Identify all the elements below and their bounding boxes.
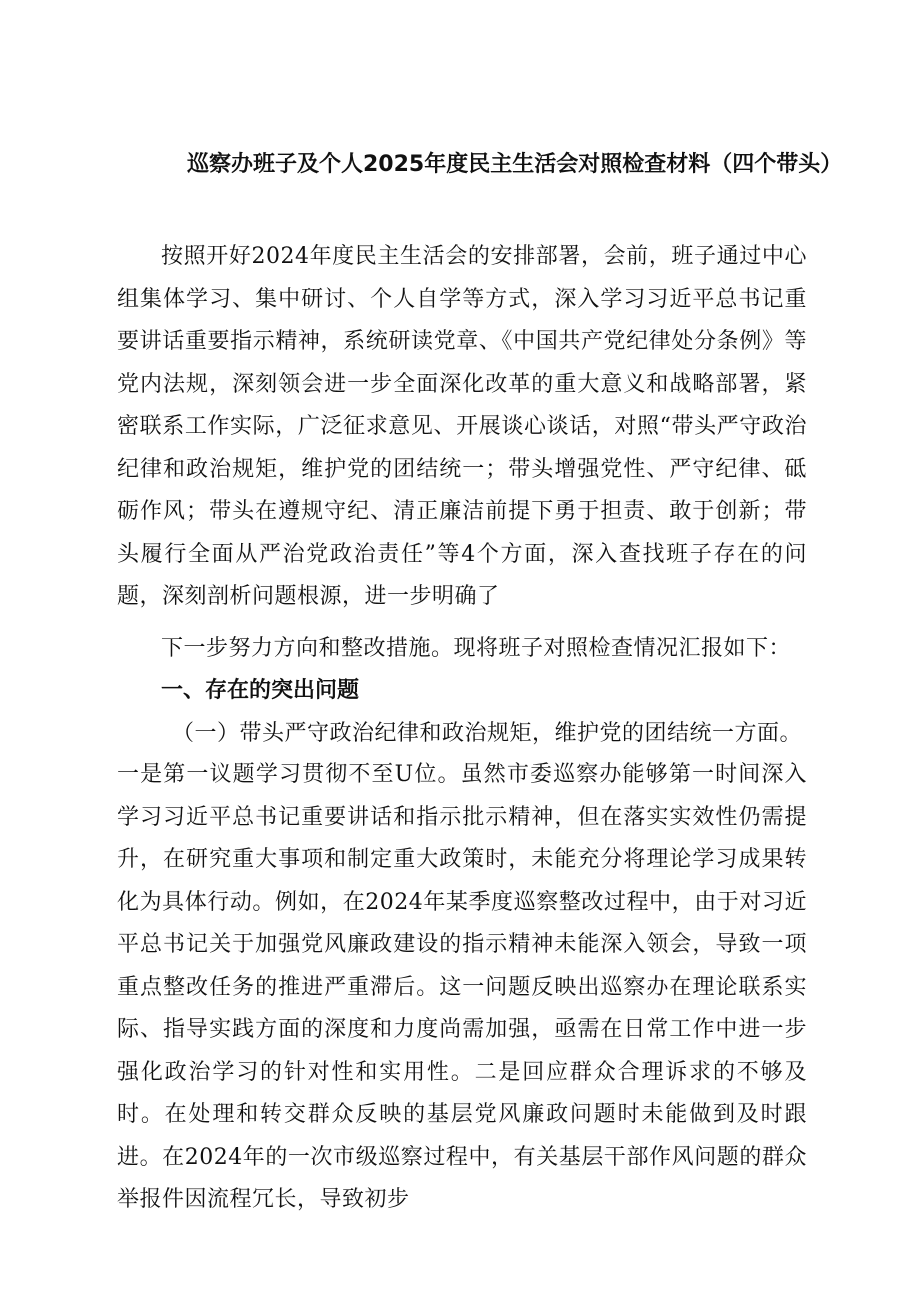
section-heading: 一、存在的突出问题 xyxy=(161,678,360,703)
document-title: 巡察办班子及个人2025年度民主生活会对照检查材料（四个带头） xyxy=(187,152,843,177)
intro-continuation: 下一步努力方向和整改措施。现将班子对照检查情况汇报如下： xyxy=(161,636,792,661)
intro-paragraph: 按照开好2024年度民主生活会的安排部署，会前，班子通过中心组集体学习、集中研讨、个人自学等方式，深入学习习近平总书记重要讲话重要指示精神，系统研读党章、《中国共产党纪律处分条例》等党内法规，深刻领会进一步全面深化改革的重大意义和战略部署，紧密联系工作实际，广泛征求意见、开展谈心谈话，对照“带头严守政治纪律和政治规矩，维护党的团结统一；带头增强党性、严守纪律、砥砺作风；带头在遵规守纪、清正廉洁前提下勇于担责、敢于创新；带头履行全面从严治党政治责任”等4个方面，深入查找班子存在的问题，深刻剖析问题根源，进一步明确了 xyxy=(117,244,807,609)
subsection-heading: （一）带头严守政治纪律和政治规矩，维护党的团结统一方面。 xyxy=(172,721,803,746)
body-paragraph: 一是第一议题学习贯彻不至U位。虽然市委巡察办能够第一时间深入学习习近平总书记重要讲话和指示批示精神，但在落实实效性仍需提升，在研究重大事项和制定重大政策时，未能充分将理论学习成果转化为具体行动。例如，在2024年某季度巡察整改过程中，由于对习近平总书记关于加强党风廉政建设的指示精神未能深入领会，导致一项重点整改任务的推进严重滞后。这一问题反映出巡察办在理论联系实际、指导实践方面的深度和力度尚需加强，亟需在日常工作中进一步强化政治学习的针对性和实用性。二是回应群众合理诉求的不够及时。在处理和转交群众反映的基层党风廉政问题时未能做到及时跟进。在2024年的一次市级巡察过程中，有关基层干部作风问题的群众举报件因流程冗长，导致初步 xyxy=(117,762,807,1212)
